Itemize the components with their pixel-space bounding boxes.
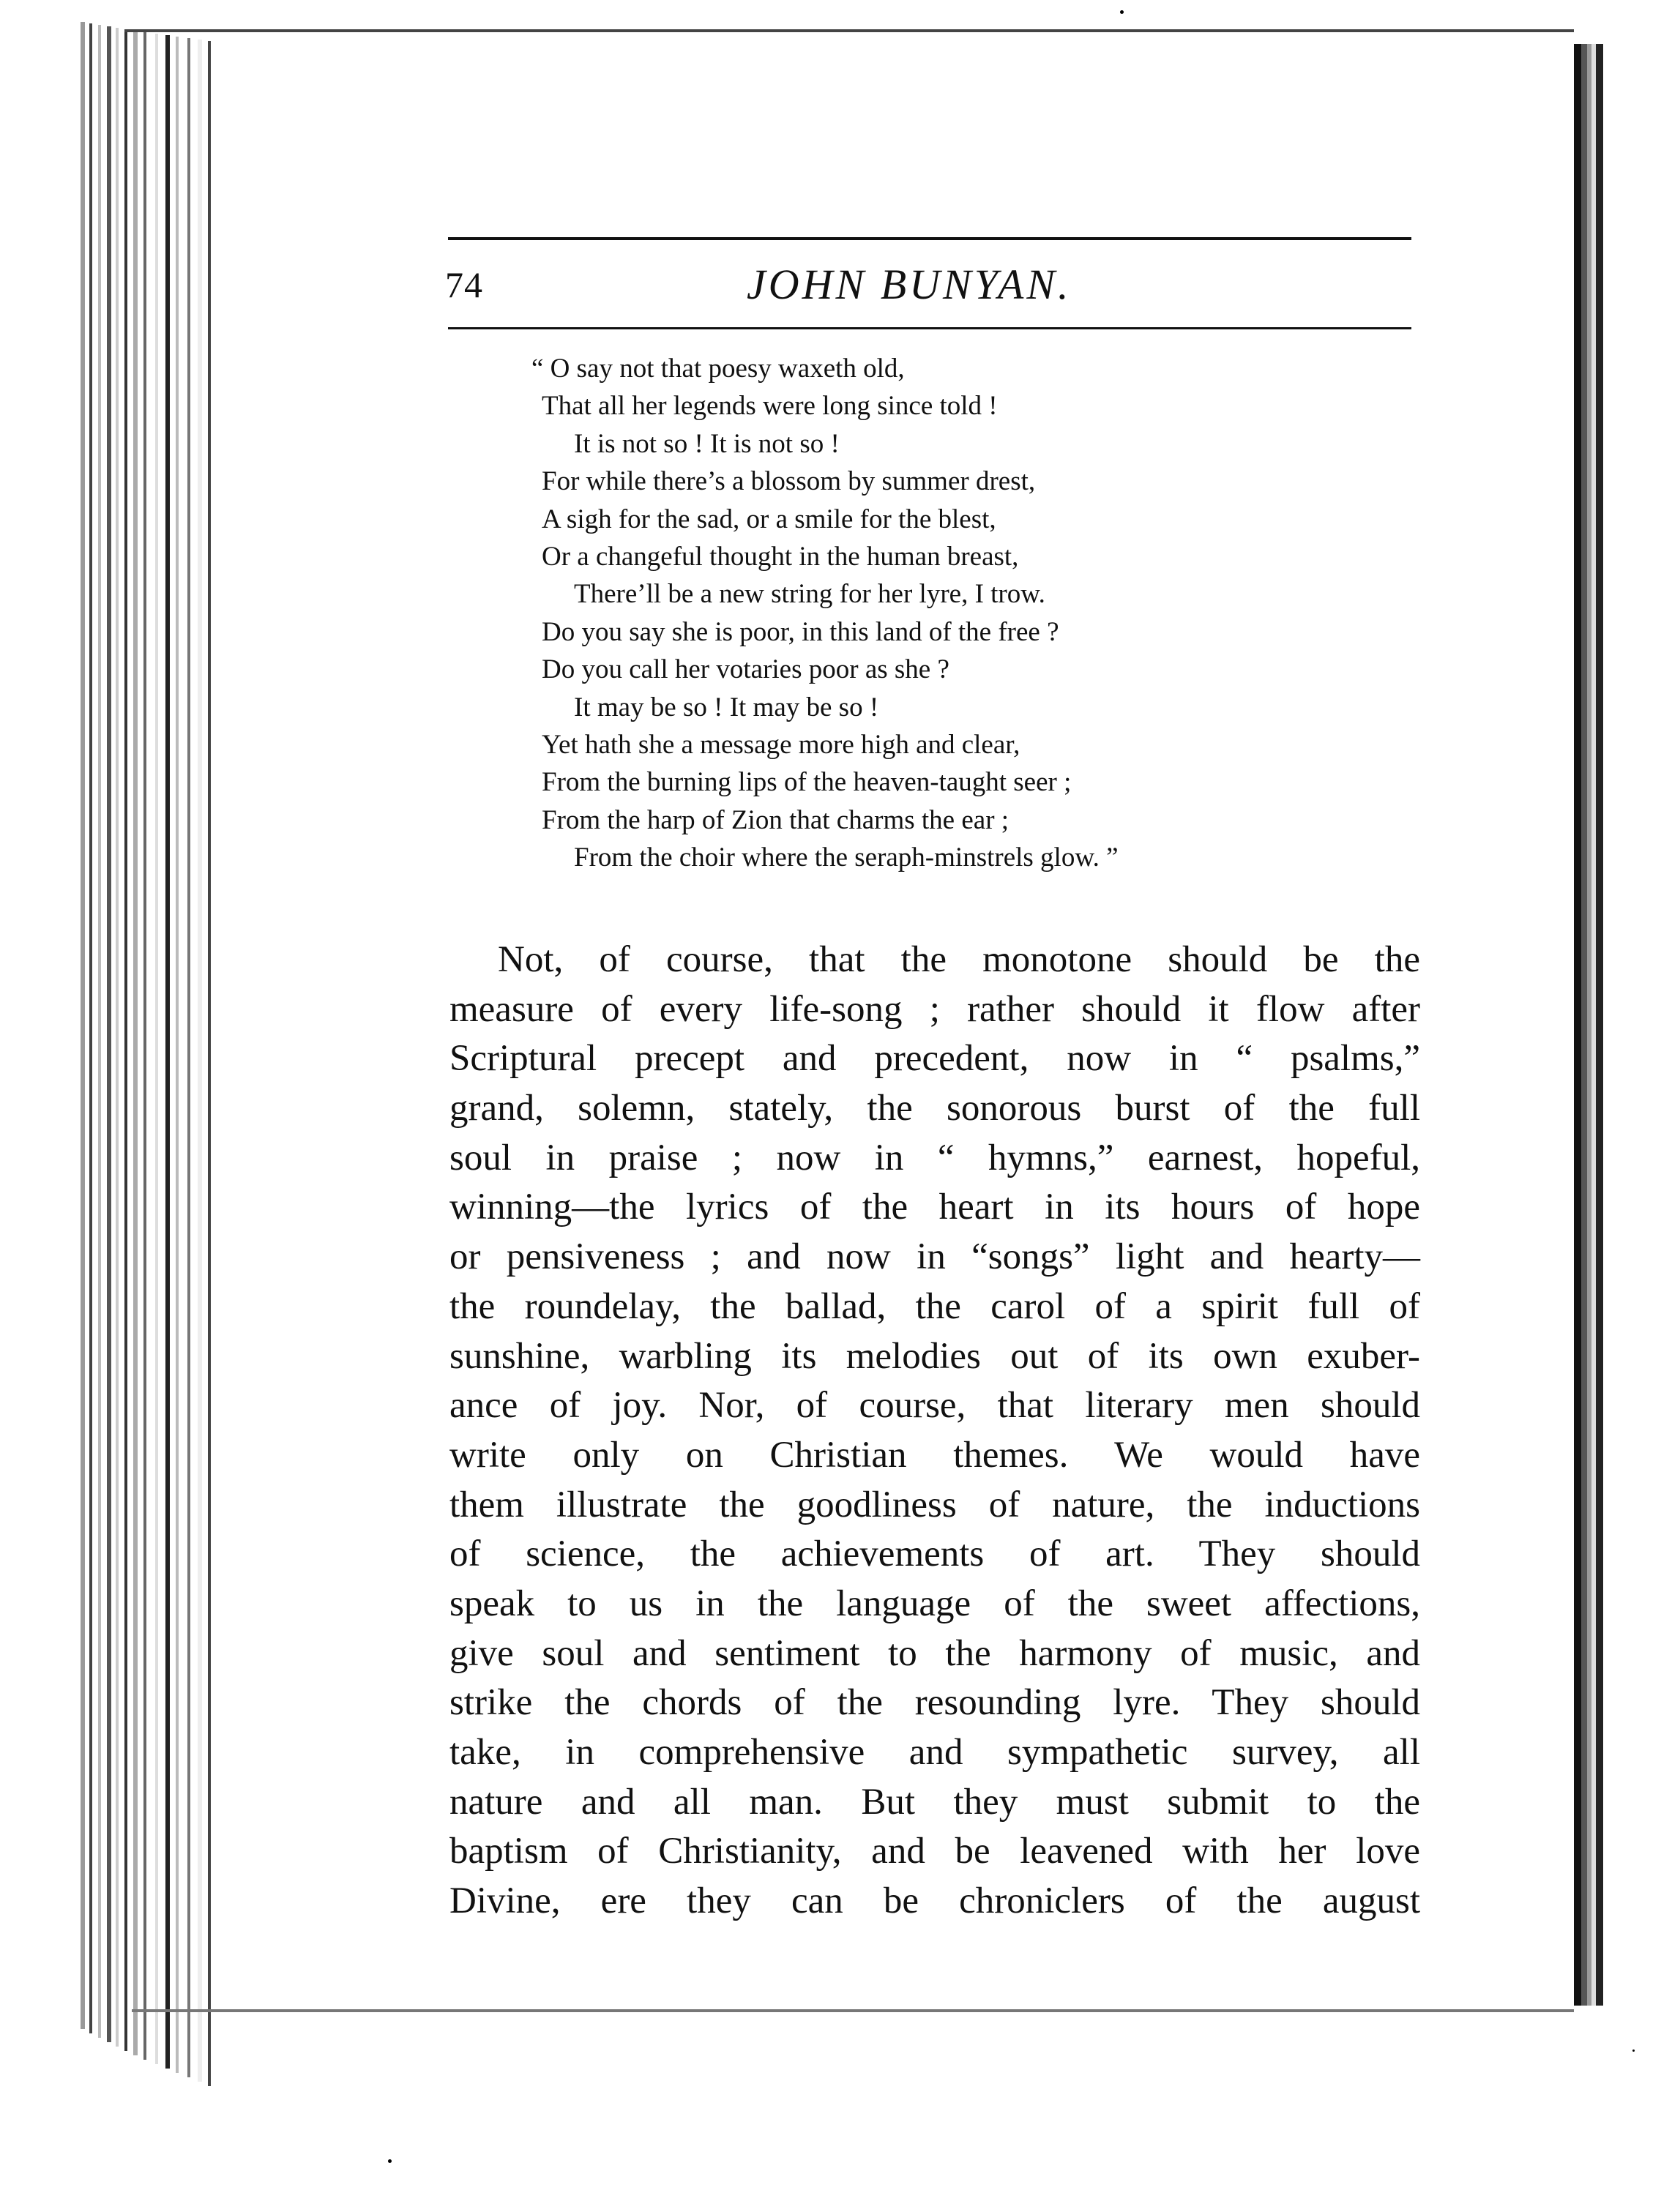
- poem-line: There’ll be a new string for her lyre, I trow.: [574, 579, 1045, 610]
- body-text-line: take, in comprehensive and sympathetic survey, all: [449, 1732, 1420, 1773]
- scan-speck: [1632, 2050, 1635, 2052]
- header-rule-top: [448, 237, 1411, 240]
- page-leaf-edge: [107, 26, 111, 2042]
- poem-line: It is not so ! It is not so !: [574, 428, 840, 459]
- page-leaf-edge: [165, 35, 170, 2069]
- body-text-line: measure of every life-song ; rather should it flow after: [449, 988, 1420, 1030]
- page-leaf-edge: [116, 28, 119, 2047]
- poem-line: That all her legends were long since told !: [542, 391, 998, 422]
- page-leaf-edge: [98, 25, 101, 2038]
- body-text-line: give soul and sentiment to the harmony of music, and: [449, 1632, 1420, 1674]
- body-text-line: speak to us in the language of the sweet affections,: [449, 1583, 1420, 1624]
- body-text-line: them illustrate the goodliness of nature, the inductions: [449, 1484, 1420, 1525]
- poem-block: [531, 350, 1420, 876]
- body-text-line: nature and all man. But they must submit to the: [449, 1781, 1420, 1823]
- running-title: JOHN BUNYAN.: [747, 261, 1072, 308]
- poem-line: Do you call her votaries poor as she ?: [542, 654, 949, 685]
- body-text-line: ance of joy. Nor, of course, that literary men should: [449, 1385, 1420, 1427]
- page-leaf-edge: [176, 37, 179, 2073]
- page-top-edge: [124, 29, 1574, 32]
- scan-speck: [1120, 10, 1124, 14]
- poem-line: From the choir where the seraph-minstrels glow. ”: [574, 842, 1119, 873]
- poem-line: For while there’s a blossom by summer drest,: [542, 466, 1036, 497]
- poem-line: Yet hath she a message more high and clear,: [542, 729, 1020, 760]
- page-leaf-edge: [124, 29, 127, 2051]
- body-text-line: Scriptural precept and precedent, now in “ psalms,”: [449, 1038, 1420, 1080]
- page-leaf-edge: [81, 22, 85, 2029]
- body-text-line: grand, solemn, stately, the sonorous burst of the full: [449, 1088, 1420, 1129]
- poem-line: From the harp of Zion that charms the ear ;: [542, 804, 1009, 835]
- poem-line: “ O say not that poesy waxeth old,: [531, 354, 905, 384]
- body-text-line: write only on Christian themes. We would have: [449, 1434, 1420, 1476]
- body-text: [449, 935, 1420, 1927]
- body-text-line: winning—the lyrics of the heart in its hours of hope: [449, 1187, 1420, 1228]
- header-rule-bottom: [448, 327, 1411, 329]
- body-text-line: of science, the achievements of art. They should: [449, 1533, 1420, 1575]
- body-text-line: sunshine, warbling its melodies out of its own exuber-: [449, 1335, 1420, 1377]
- page-bottom-edge: [132, 2009, 1574, 2012]
- facing-page-edge: [1574, 44, 1625, 2006]
- body-text-line: the roundelay, the ballad, the carol of a spirit full of: [449, 1285, 1420, 1327]
- poem-line: Or a changeful thought in the human breast,: [542, 541, 1019, 572]
- poem-line: A sigh for the sad, or a smile for the blest,: [542, 504, 996, 534]
- page-number: 74: [445, 264, 483, 305]
- page-leaf-edge: [198, 40, 202, 2082]
- body-text-line: baptism of Christianity, and be leavened with her love: [449, 1831, 1420, 1872]
- poem-line: Do you say she is poor, in this land of the free ?: [542, 616, 1059, 647]
- page-leaf-edge: [143, 32, 146, 2060]
- body-text-line: Divine, ere they can be chroniclers of the august: [449, 1880, 1420, 1922]
- page-leaf-edge: [208, 41, 211, 2086]
- body-text-line: Not, of course, that the monotone should be the: [498, 939, 1420, 980]
- scan-speck: [388, 2159, 392, 2163]
- page-leaf-edge: [155, 34, 158, 2064]
- page-leaf-edge: [187, 38, 190, 2077]
- page-leaf-edge: [89, 23, 92, 2033]
- poem-line: From the burning lips of the heaven-taught seer ;: [542, 767, 1072, 798]
- body-text-line: strike the chords of the resounding lyre. They should: [449, 1682, 1420, 1724]
- page-leaf-edge: [133, 31, 138, 2055]
- book-page-edges: [0, 0, 234, 2212]
- body-text-line: soul in praise ; now in “ hymns,” earnest, hopeful,: [449, 1137, 1420, 1178]
- poem-line: It may be so ! It may be so !: [574, 692, 879, 722]
- body-text-line: or pensiveness ; and now in “songs” light and hearty—: [449, 1236, 1420, 1278]
